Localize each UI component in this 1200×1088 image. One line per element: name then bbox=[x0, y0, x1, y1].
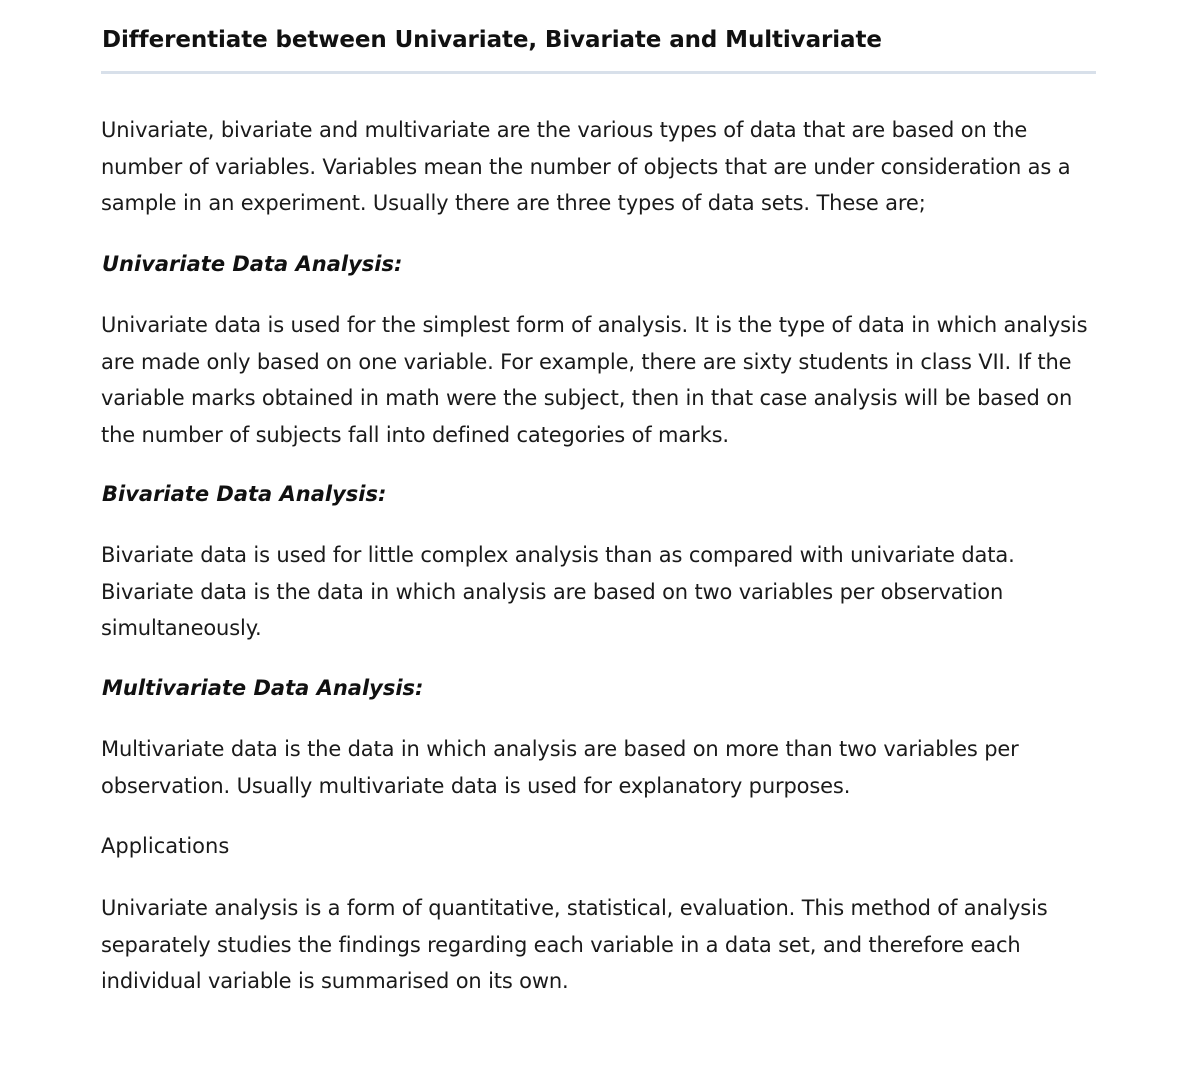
section-body-bivariate: Bivariate data is used for little complex analysis than as compared with univariate data. Bivariate data is the data in which analysis are based on two variables per observation simultaneously. bbox=[101, 543, 1015, 640]
section-heading-univariate: Univariate Data Analysis: bbox=[102, 252, 403, 276]
section-body-univariate: Univariate data is used for the simplest form of analysis. It is the type of data in which analysis are made only based on one variable. For example, there are sixty students in class VII. If the variable marks obtained in math were the subject, then in that case analysis will be based on the number of subjects fall into defined categories of marks. bbox=[101, 313, 1088, 447]
intro-paragraph: Univariate, bivariate and multivariate are the various types of data that are based on the number of variables. Variables mean the number of objects that are under consideration as a sample in an experiment. Usually there are three types of data sets. These are; bbox=[101, 118, 1071, 215]
title-divider bbox=[101, 71, 1096, 74]
section-body-multivariate: Multivariate data is the data in which analysis are based on more than two variables per observation. Usually multivariate data is used for explanatory purposes. bbox=[101, 737, 1019, 798]
applications-heading: Applications bbox=[101, 834, 230, 858]
section-heading-multivariate: Multivariate Data Analysis: bbox=[102, 676, 424, 700]
applications-body: Univariate analysis is a form of quantitative, statistical, evaluation. This method of analysis separately studies the findings regarding each variable in a data set, and therefore each individual variable is summarised on its own. bbox=[101, 896, 1048, 993]
section-heading-bivariate: Bivariate Data Analysis: bbox=[102, 482, 387, 506]
page-title: Differentiate between Univariate, Bivariate and Multivariate bbox=[102, 27, 882, 53]
